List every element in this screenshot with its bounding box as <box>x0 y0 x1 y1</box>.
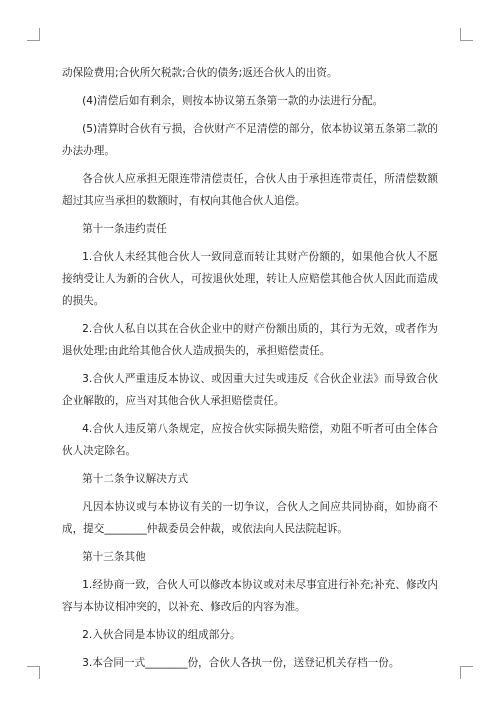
section-heading: 第十二条争议解决方式 <box>82 473 189 485</box>
paragraph: (5)清算时合伙有亏损，合伙财产不足清偿的部分，依本协议第五条第二款的办法办理。 <box>62 123 438 157</box>
paragraph: 凡因本协议或与本协议有关的一切争议，合伙人之间应共同协商，如协商不成，提交________仲裁委员会仲裁，或依法向人民法院起诉。 <box>62 501 438 535</box>
section-heading: 第十一条违约责任 <box>82 223 167 235</box>
paragraph: 各合伙人应承担无限连带清偿责任，合伙人由于承担连带责任，所清偿数额超过其应当承担的数额时，有权向其他合伙人追偿。 <box>62 173 438 207</box>
crop-mark-top-right <box>460 28 473 41</box>
paragraph: 3.合伙人严重违反本协议、或因重大过失或违反《合伙企业法》而导致合伙企业解散的，应当对其他合伙人承担赔偿责任。 <box>62 373 438 407</box>
paragraph: 2.合伙人私自以其在合伙企业中的财产份额出质的，其行为无效，或者作为退伙处理;由此给其他合伙人造成损失的，承担赔偿责任。 <box>62 323 438 357</box>
paragraph: 1.经协商一致，合伙人可以修改本协议或对未尽事宜进行补充;补充、修改内容与本协议相冲突的，以补充、修改后的内容为准。 <box>62 579 438 613</box>
paragraph: 动保险费用;合伙所欠税款;合伙的债务;返还合伙人的出资。 <box>62 67 338 79</box>
paragraph: 4.合伙人违反第八条规定，应按合伙实际损失赔偿，劝阻不听者可由全体合伙人决定除名。 <box>62 423 438 457</box>
crop-mark-top-left <box>27 28 40 41</box>
paragraph: 3.本合同一式________份，合伙人各执一份，送登记机关存档一份。 <box>82 657 400 669</box>
paragraph: (4)清偿后如有剩余，则按本协议第五条第一款的办法进行分配。 <box>82 95 384 107</box>
paragraph: 2.入伙合同是本协议的组成部分。 <box>82 629 241 641</box>
section-heading: 第十三条其他 <box>82 551 146 563</box>
paragraph: 1.合伙人未经其他合伙人一致同意而转让其财产份额的，如果他合伙人不愿接纳受让人为新的合伙人，可按退伙处理，转让人应赔偿其他合伙人因此而造成的损失。 <box>62 251 438 307</box>
document-body <box>62 62 438 680</box>
crop-mark-bottom-right <box>460 666 473 679</box>
crop-mark-bottom-left <box>27 666 40 679</box>
